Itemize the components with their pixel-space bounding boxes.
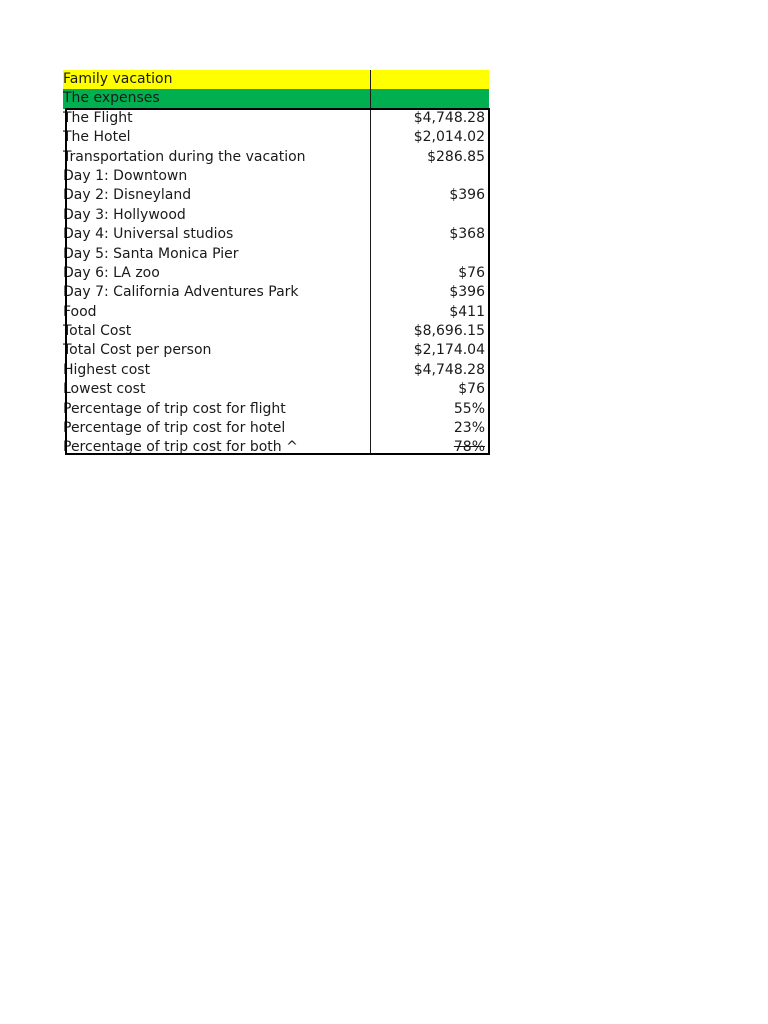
row-value: $396	[449, 284, 485, 301]
row-label: Day 1: Downtown	[63, 167, 188, 184]
row-label: Total Cost	[63, 323, 132, 340]
table-row[interactable]	[63, 264, 493, 283]
row-label: Food	[63, 303, 97, 320]
table-row[interactable]	[63, 109, 493, 128]
table-row[interactable]	[63, 322, 493, 341]
sheet-title: Family vacation	[63, 71, 173, 87]
row-label: Day 2: Disneyland	[63, 187, 192, 204]
row-value: $4,748.28	[413, 361, 485, 378]
row-value: $2,014.02	[413, 129, 485, 146]
row-value: $411	[449, 303, 485, 320]
row-value: $76	[458, 264, 485, 281]
row-value: $2,174.04	[413, 342, 485, 359]
table-row[interactable]	[63, 186, 493, 205]
row-label: Percentage of trip cost for hotel	[63, 420, 286, 437]
title-row[interactable]	[63, 70, 489, 89]
row-value: $4,748.28	[413, 109, 485, 126]
table-row[interactable]	[63, 283, 493, 302]
row-label: Transportation during the vacation	[63, 148, 306, 165]
table-row[interactable]	[63, 341, 493, 360]
row-label: Total Cost per person	[63, 342, 212, 359]
table-row[interactable]	[63, 206, 493, 225]
row-label: Day 5: Santa Monica Pier	[63, 245, 239, 262]
row-label: Percentage of trip cost for both ^	[63, 439, 298, 456]
row-value: $286.85	[427, 148, 485, 165]
table-row[interactable]	[63, 380, 493, 399]
subtitle-row[interactable]	[63, 89, 489, 108]
row-value: $396	[449, 187, 485, 204]
sheet-subtitle: The expenses	[63, 90, 160, 107]
table-row[interactable]	[63, 148, 493, 167]
table-row[interactable]	[63, 419, 493, 438]
expense-sheet	[63, 70, 493, 458]
row-label: Day 6: LA zoo	[63, 264, 160, 281]
row-label: The Flight	[63, 109, 133, 126]
row-label: Day 3: Hollywood	[63, 206, 186, 223]
table-column-divider	[370, 108, 371, 455]
table-row[interactable]	[63, 225, 493, 244]
row-label: Lowest cost	[63, 381, 146, 398]
row-label: Day 4: Universal studios	[63, 226, 234, 243]
header-column-divider	[370, 70, 371, 109]
row-value: 78%	[453, 439, 485, 456]
row-label: Day 7: California Adventures Park	[63, 284, 299, 301]
row-label: The Hotel	[63, 129, 131, 146]
table-row[interactable]	[63, 438, 493, 457]
table-row[interactable]	[63, 128, 493, 147]
table-row[interactable]	[63, 167, 493, 186]
table-row[interactable]	[63, 303, 493, 322]
row-value: $368	[449, 226, 485, 243]
row-value: $8,696.15	[413, 323, 485, 340]
row-label: Percentage of trip cost for flight	[63, 400, 286, 417]
row-value: $76	[458, 381, 485, 398]
table-row[interactable]	[63, 245, 493, 264]
table-row[interactable]	[63, 400, 493, 419]
row-label: Highest cost	[63, 361, 151, 378]
row-value: 55%	[453, 400, 485, 417]
row-value: 23%	[453, 420, 485, 437]
table-row[interactable]	[63, 361, 493, 380]
